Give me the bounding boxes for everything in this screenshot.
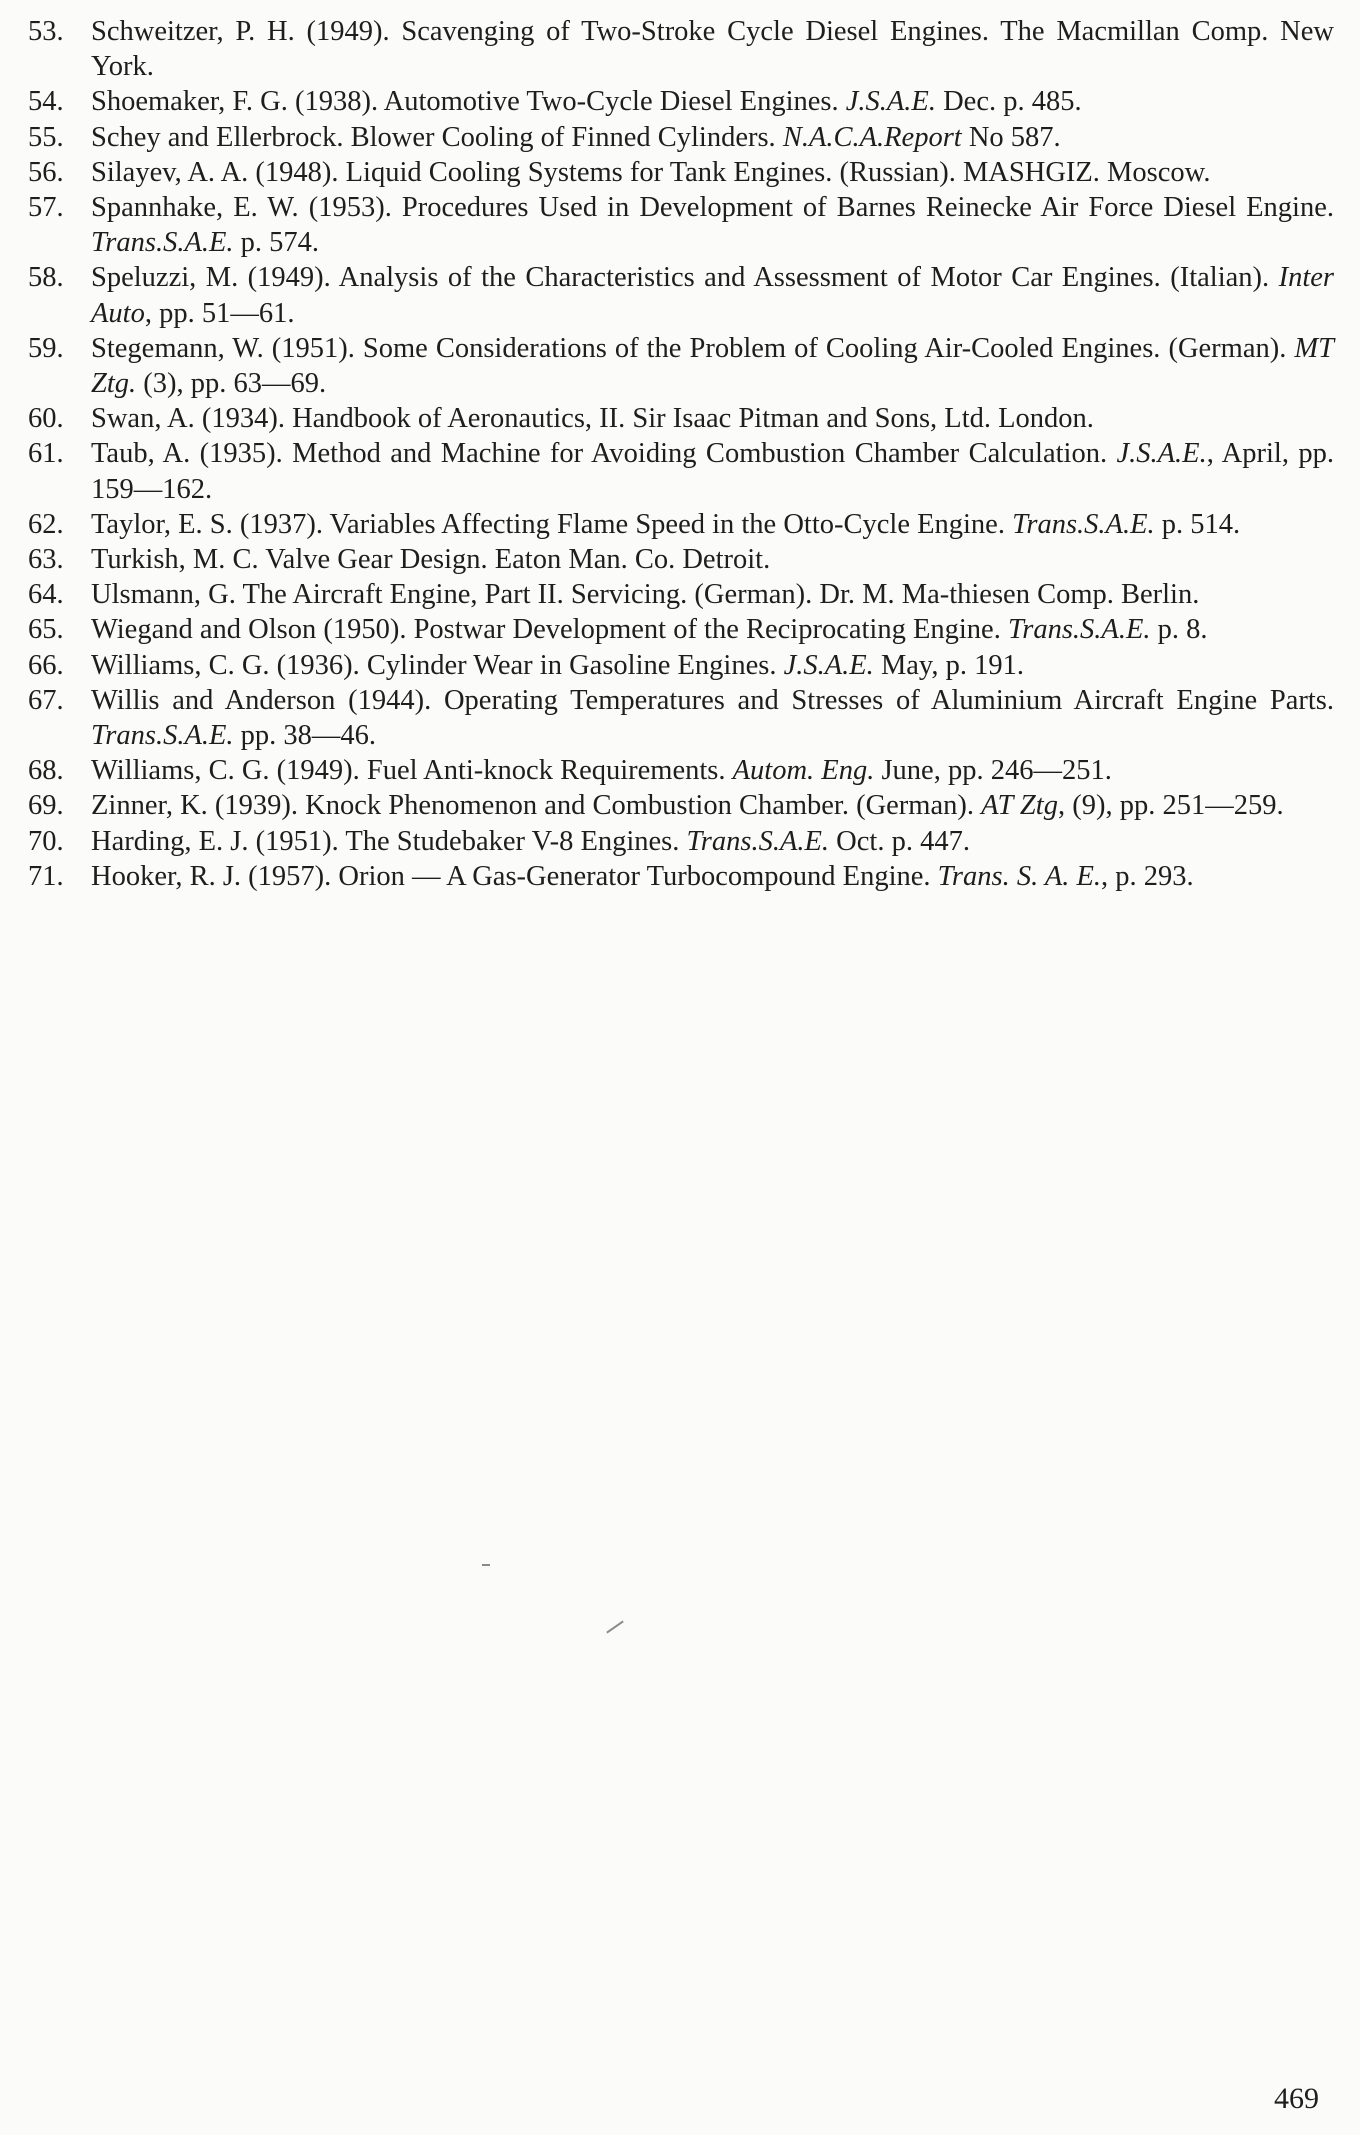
reference-text [91, 190, 1334, 260]
reference-list [28, 14, 1334, 894]
reference-number: 70. [28, 825, 64, 857]
reference-item [28, 331, 1334, 401]
reference-segment: Ulsmann, G. The Aircraft Engine, Part II. Servicing. (German). Dr. M. Ma-thiesen Comp. Berlin. [91, 579, 1200, 611]
reference-number: 58. [28, 262, 64, 294]
reference-item [28, 788, 1334, 823]
reference-number: 54. [28, 86, 64, 118]
journal-title: Autom. Eng. [732, 755, 875, 787]
journal-title: Trans.S.A.E. [1012, 508, 1155, 540]
reference-item [28, 401, 1334, 436]
reference-number: 62. [28, 508, 64, 540]
reference-number: 57. [28, 192, 64, 224]
reference-segment: , pp. 51—61. [144, 297, 295, 329]
page-number: 469 [1274, 2082, 1319, 2115]
reference-item [28, 190, 1334, 260]
reference-segment: Stegemann, W. (1951). Some Considerations of the Problem of Cooling Air-Cooled Engines. (German). [91, 332, 1295, 364]
reference-segment: June, pp. 246—251. [874, 755, 1112, 787]
reference-number: 59. [28, 332, 64, 364]
journal-title: J.S.A.E. [845, 86, 936, 118]
reference-segment: Shoemaker, F. G. (1938). Automotive Two-Cycle Diesel Engines. [91, 86, 846, 118]
reference-segment: Silayev, A. A. (1948). Liquid Cooling Systems for Tank Engines. (Russian). MASHGIZ. Moscow. [91, 156, 1211, 188]
reference-number: 67. [28, 684, 64, 716]
reference-segment: Speluzzi, M. (1949). Analysis of the Characteristics and Assessment of Motor Car Engines. (Italian). [91, 262, 1279, 294]
reference-segment: Spannhake, E. W. (1953). Procedures Used in Development of Barnes Reinecke Air Force Diesel Engine. [91, 192, 1334, 224]
stray-mark [482, 1564, 490, 1566]
reference-text [91, 612, 1334, 647]
reference-number: 55. [28, 121, 64, 153]
reference-segment: p. 574. [233, 227, 320, 259]
reference-number: 69. [28, 790, 64, 822]
reference-text [91, 331, 1334, 401]
reference-item [28, 824, 1334, 859]
reference-text [91, 260, 1334, 330]
reference-item [28, 436, 1334, 506]
journal-title: J.S.A.E. [1116, 438, 1207, 470]
reference-segment: Williams, C. G. (1936). Cylinder Wear in Gasoline Engines. [91, 649, 784, 681]
reference-segment: , (9), pp. 251—259. [1057, 790, 1284, 822]
journal-title: J.S.A.E. [783, 649, 874, 681]
reference-number: 66. [28, 649, 64, 681]
reference-item [28, 120, 1334, 155]
reference-text [91, 120, 1334, 155]
journal-title: Trans.S.A.E. [91, 227, 234, 259]
reference-segment: Swan, A. (1934). Handbook of Aeronautics, II. Sir Isaac Pitman and Sons, Ltd. London. [91, 403, 1094, 435]
reference-item [28, 577, 1334, 612]
reference-segment: Wiegand and Olson (1950). Postwar Development of the Reciprocating Engine. [91, 614, 1008, 646]
reference-segment: Willis and Anderson (1944). Operating Temperatures and Stresses of Aluminium Aircraft Engine Parts. [91, 684, 1334, 716]
reference-segment: No 587. [961, 121, 1061, 153]
reference-item [28, 507, 1334, 542]
reference-item [28, 612, 1334, 647]
reference-segment: p. 514. [1154, 508, 1241, 540]
reference-text [91, 824, 1334, 859]
journal-title: Trans.S.A.E. [1007, 614, 1151, 646]
reference-segment: p. 8. [1150, 614, 1208, 646]
reference-segment: Zinner, K. (1939). Knock Phenomenon and Combustion Chamber. (German). [91, 790, 982, 822]
reference-text [91, 577, 1334, 612]
reference-number: 65. [28, 614, 64, 646]
reference-text [91, 542, 1334, 577]
reference-segment: , p. 293. [1101, 860, 1194, 892]
reference-item [28, 753, 1334, 788]
journal-title: Trans.S.A.E. [91, 720, 234, 752]
reference-text [91, 14, 1334, 84]
reference-text [91, 436, 1334, 506]
reference-segment: Taylor, E. S. (1937). Variables Affecting Flame Speed in the Otto-Cycle Engine. [91, 508, 1013, 540]
reference-text [91, 84, 1334, 119]
reference-segment: Taub, A. (1935). Method and Machine for Avoiding Combustion Chamber Calculation. [91, 438, 1117, 470]
reference-text [91, 648, 1334, 683]
journal-title: N.A.C.A.Report [782, 121, 962, 153]
journal-title: Trans.S.A.E. [686, 825, 830, 857]
reference-segment: Dec. p. 485. [935, 86, 1082, 118]
reference-segment: Turkish, M. C. Valve Gear Design. Eaton Man. Co. Detroit. [91, 544, 771, 576]
reference-text [91, 788, 1334, 823]
reference-text [91, 401, 1334, 436]
journal-title: AT Ztg [981, 790, 1058, 822]
reference-segment: Hooker, R. J. (1957). Orion — A Gas-Generator Turbocompound Engine. [91, 860, 938, 892]
reference-text [91, 155, 1334, 190]
reference-number: 68. [28, 755, 64, 787]
reference-text [91, 507, 1334, 542]
reference-item [28, 859, 1334, 894]
reference-item [28, 648, 1334, 683]
reference-item [28, 14, 1334, 84]
reference-item [28, 84, 1334, 119]
reference-segment: Williams, C. G. (1949). Fuel Anti-knock Requirements. [91, 755, 733, 787]
reference-number: 64. [28, 579, 64, 611]
reference-text [91, 683, 1334, 753]
reference-segment: , April, pp. 159—162. [91, 438, 1334, 505]
reference-number: 61. [28, 438, 64, 470]
reference-number: 63. [28, 544, 64, 576]
reference-number: 60. [28, 403, 64, 435]
reference-item [28, 260, 1334, 330]
reference-item [28, 542, 1334, 577]
reference-text [91, 859, 1334, 894]
reference-number: 56. [28, 156, 64, 188]
reference-item [28, 155, 1334, 190]
reference-segment: (3), pp. 63—69. [136, 368, 327, 400]
reference-text [91, 753, 1334, 788]
reference-segment: May, p. 191. [873, 649, 1024, 681]
journal-title: MT Ztg. [91, 332, 1334, 400]
journal-title: Inter Auto [91, 262, 1334, 329]
reference-number: 53. [28, 16, 64, 47]
reference-segment: Schweitzer, P. H. (1949). Scavenging of Two-Stroke Cycle Diesel Engines. The Macmillan Comp. New York. [91, 16, 1334, 83]
stray-mark [606, 1620, 624, 1633]
reference-segment: Schey and Ellerbrock. Blower Cooling of Finned Cylinders. [91, 121, 783, 153]
reference-segment: Harding, E. J. (1951). The Studebaker V-8 Engines. [91, 825, 687, 857]
reference-segment: pp. 38—46. [233, 720, 377, 752]
reference-item [28, 683, 1334, 753]
reference-segment: Oct. p. 447. [829, 825, 970, 857]
journal-title: Trans. S. A. E. [937, 860, 1102, 892]
reference-number: 71. [28, 860, 64, 892]
